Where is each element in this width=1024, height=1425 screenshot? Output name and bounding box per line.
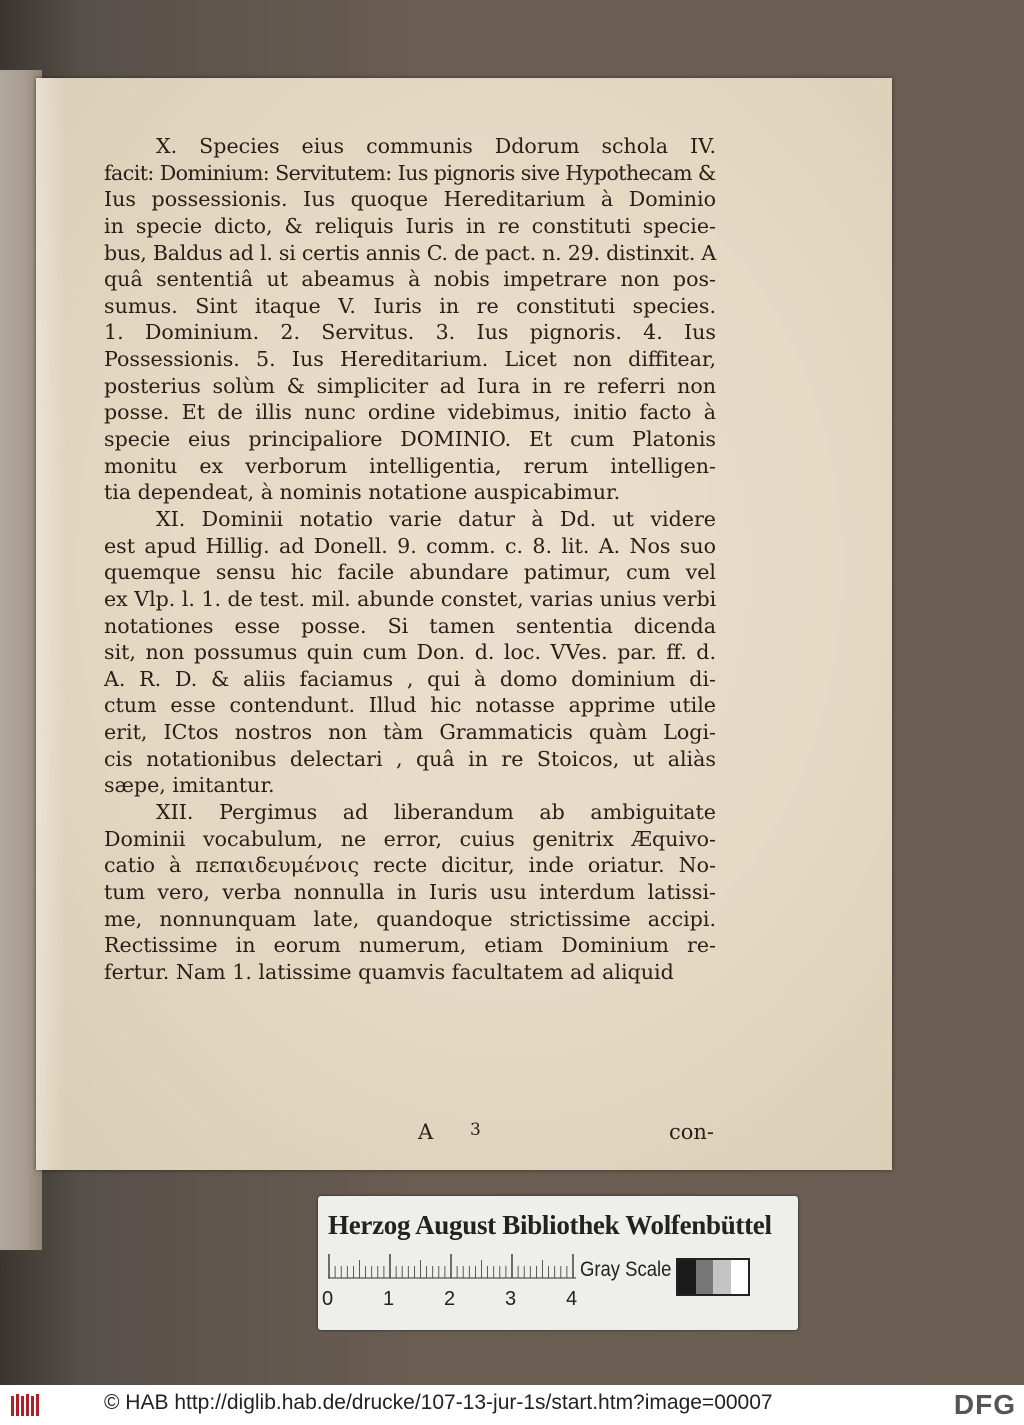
page-footer-line: [384, 1120, 714, 1150]
text-line: monitu ex verborum intelligentia, rerum intelligen-: [104, 453, 716, 478]
catchword: con-: [668, 1120, 714, 1144]
dfg-logo: DFG: [953, 1389, 1016, 1420]
gray-scale-bar: [676, 1258, 750, 1296]
gray-scale-swatch: [731, 1260, 749, 1294]
text-line: est apud Hillig. ad Donell. 9. comm. c. 8. lit. A. Nos suo: [104, 533, 716, 558]
text-line: posse. Et de illis nunc ordine videbimus, initio facto à: [104, 400, 716, 425]
ruler-label: 3: [505, 1288, 517, 1310]
text-line: sæpe, imitantur.: [104, 773, 275, 798]
text-line: XI. Dominii notatio varie datur à Dd. ut videre: [156, 506, 716, 531]
text-line: quâ sententiâ ut abeamus à nobis impetrare non pos-: [104, 267, 716, 292]
text-line: sit, non possumus quin cum Don. d. loc. VVes. par. ff. d.: [104, 640, 716, 665]
ruler-label: 2: [444, 1288, 456, 1310]
library-color-card: [318, 1196, 798, 1330]
ruler-label: 4: [566, 1288, 578, 1310]
text-line: posterius solùm & simpliciter ad Iura in re referri non: [104, 373, 716, 398]
ruler-scale: [328, 1254, 578, 1280]
library-name: Herzog August Bibliothek Wolfenbüttel: [328, 1210, 772, 1240]
text-line: fertur. Nam 1. latissime quamvis facultatem ad aliquid: [104, 959, 674, 984]
ruler-labels: [322, 1288, 582, 1314]
viewer-footer: [0, 1385, 1024, 1425]
text-line: XII. Pergimus ad liberandum ab ambiguitate: [156, 800, 716, 825]
page-content: [36, 78, 892, 1170]
text-line: erit, ICtos nostros non tàm Grammaticis quàm Logi-: [104, 720, 716, 745]
signature-mark: A: [418, 1120, 434, 1144]
text-line: X. Species eius communis Ddorum schola IV.: [156, 134, 716, 158]
hab-logo-icon: [10, 1393, 40, 1419]
text-line: catio à πεπαιδευμένοις recte dicitur, inde oriatur. No-: [104, 853, 716, 878]
paragraph: [104, 799, 716, 985]
text-line: A. R. D. & aliis faciamus , qui à domo dominium di-: [104, 666, 716, 691]
text-line: notationes esse posse. Si tamen sententia dicenda: [104, 613, 716, 638]
text-line: Possessionis. 5. Ius Hereditarium. Licet non diffitear,: [104, 347, 716, 372]
gray-scale-swatch: [696, 1260, 714, 1294]
ruler-label: 0: [322, 1288, 334, 1310]
text-line: cis notationibus delectari , quâ in re Stoicos, ut aliàs: [104, 746, 716, 771]
page-body-text: [104, 133, 716, 986]
text-line: ex Vlp. l. 1. de test. mil. abunde constet, varias unius verbi: [104, 586, 717, 611]
copyright-link[interactable]: © HAB http://diglib.hab.de/drucke/107-13-jur-1s/start.htm?image=00007: [104, 1391, 773, 1414]
paragraph: [104, 133, 716, 506]
gray-scale-swatch: [713, 1260, 731, 1294]
text-line: quemque sensu hic facile abundare patimur, cum vel: [104, 560, 716, 585]
text-line: bus, Baldus ad l. si certis annis C. de pact. n. 29. distinxit. A: [104, 240, 717, 265]
text-line: me, nonnunquam late, quandoque strictissime accipi.: [104, 906, 716, 931]
text-line: 1. Dominium. 2. Servitus. 3. Ius pignoris. 4. Ius: [104, 320, 716, 345]
text-line: in specie dicto, & reliquis Iuris in re constituti specie-: [104, 213, 716, 238]
text-line: Dominii vocabulum, ne error, cuius genitrix Æquivo-: [104, 826, 716, 851]
text-line: Rectissime in eorum numerum, etiam Dominium re-: [104, 933, 716, 958]
text-line: ctum esse contendunt. Illud hic notasse apprime utile: [104, 693, 716, 718]
text-line: specie eius principaliore DOMINIO. Et cum Platonis: [104, 427, 716, 452]
paragraph: [104, 506, 716, 799]
signature-number: 3: [470, 1120, 481, 1140]
text-line: Ius possessionis. Ius quoque Hereditarium à Dominio: [104, 187, 716, 212]
text-line: tum vero, verba nonnulla in Iuris usu interdum latissi-: [104, 879, 716, 904]
text-line: tia dependeat, à nominis notatione auspicabimur.: [104, 480, 621, 505]
text-line: facit: Dominium: Servitutem: Ius pignoris sive Hypothecam &: [104, 160, 716, 185]
ruler-label: 1: [383, 1288, 395, 1310]
text-line: sumus. Sint itaque V. Iuris in re constituti species.: [104, 293, 716, 318]
gray-scale-swatch: [678, 1260, 696, 1294]
gray-scale-label: Gray Scale: [580, 1258, 672, 1281]
